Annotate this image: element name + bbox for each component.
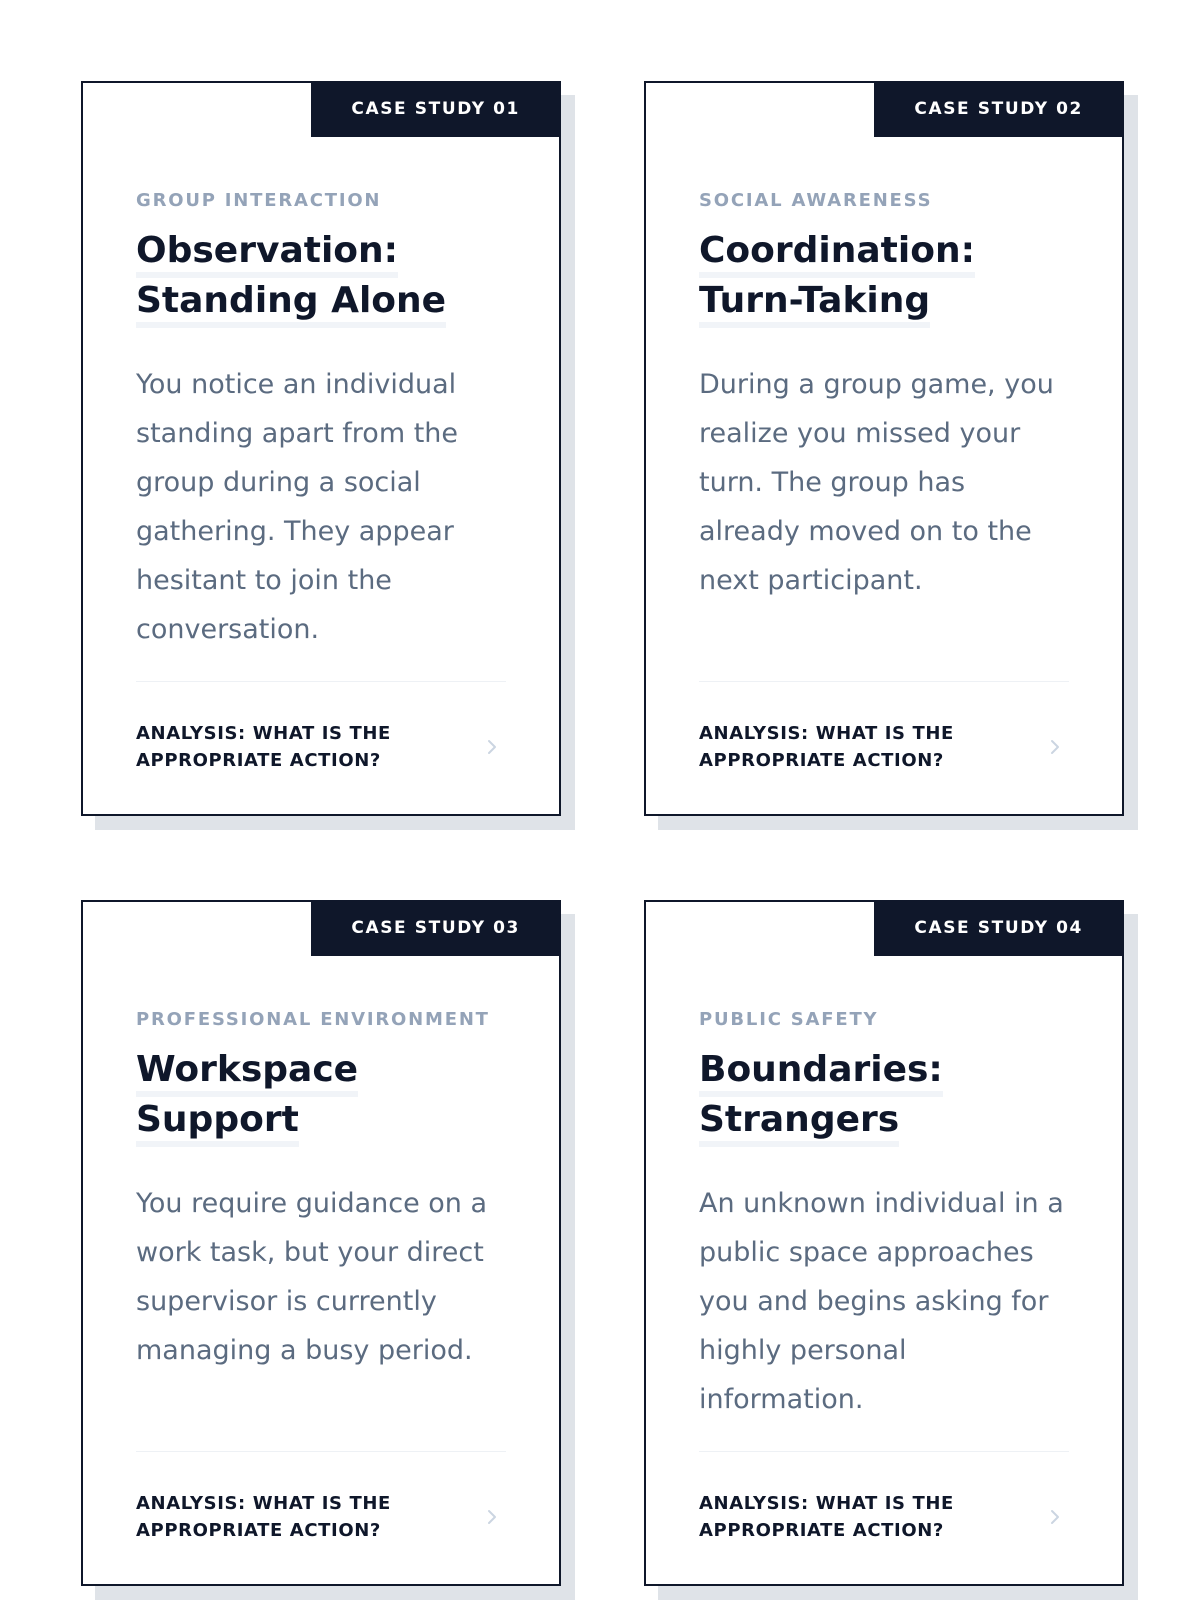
case-study-card[interactable] bbox=[81, 900, 561, 1586]
card-category: PROFESSIONAL ENVIRONMENT bbox=[136, 1009, 490, 1030]
card-title-line-2: Strangers bbox=[699, 1099, 899, 1147]
analysis-action-link[interactable] bbox=[699, 681, 1069, 774]
card-title bbox=[136, 226, 506, 326]
card-content bbox=[699, 188, 1069, 605]
analysis-action-label: ANALYSIS: WHAT IS THE APPROPRIATE ACTION? bbox=[136, 723, 391, 771]
analysis-action-label: ANALYSIS: WHAT IS THE APPROPRIATE ACTION? bbox=[699, 1493, 954, 1541]
chevron-right-icon bbox=[1045, 737, 1065, 757]
card-content bbox=[136, 1007, 506, 1375]
analysis-action-link[interactable] bbox=[136, 1451, 506, 1544]
card-description: An unknown individual in a public space approaches you and begins asking for highly personal information. bbox=[699, 1188, 1064, 1415]
card-title bbox=[699, 226, 1069, 326]
analysis-action-label: ANALYSIS: WHAT IS THE APPROPRIATE ACTION? bbox=[699, 723, 954, 771]
chevron-right-icon bbox=[482, 1507, 502, 1527]
card-title-line-1: Observation: bbox=[136, 230, 398, 278]
card-title-line-1: Coordination: bbox=[699, 230, 975, 278]
card-category: GROUP INTERACTION bbox=[136, 190, 382, 211]
card-content bbox=[699, 1007, 1069, 1424]
case-study-tag: CASE STUDY 04 bbox=[874, 900, 1124, 956]
card-description: You require guidance on a work task, but your direct supervisor is currently managing a busy period. bbox=[136, 1188, 488, 1366]
case-study-tag: CASE STUDY 03 bbox=[311, 900, 561, 956]
card-description: During a group game, you realize you missed your turn. The group has already moved on to the next participant. bbox=[699, 369, 1054, 596]
card-title-line-2: Support bbox=[136, 1099, 299, 1147]
card-description: You notice an individual standing apart from the group during a social gathering. They appear hesitant to join the conversation. bbox=[136, 369, 459, 645]
card-title bbox=[699, 1045, 1069, 1145]
card-category: PUBLIC SAFETY bbox=[699, 1009, 879, 1030]
case-study-tag: CASE STUDY 02 bbox=[874, 81, 1124, 137]
card-title-line-2: Turn-Taking bbox=[699, 280, 930, 328]
case-study-card[interactable] bbox=[644, 900, 1124, 1586]
analysis-action-link[interactable] bbox=[699, 1451, 1069, 1544]
analysis-action-label: ANALYSIS: WHAT IS THE APPROPRIATE ACTION? bbox=[136, 1493, 391, 1541]
card-title-line-2: Standing Alone bbox=[136, 280, 446, 328]
card-category: SOCIAL AWARENESS bbox=[699, 190, 933, 211]
chevron-right-icon bbox=[1045, 1507, 1065, 1527]
card-title-line-1: Workspace bbox=[136, 1049, 358, 1097]
analysis-action-link[interactable] bbox=[136, 681, 506, 774]
chevron-right-icon bbox=[482, 737, 502, 757]
case-study-card[interactable] bbox=[644, 81, 1124, 816]
case-study-card[interactable] bbox=[81, 81, 561, 816]
card-content bbox=[136, 188, 506, 654]
card-title bbox=[136, 1045, 506, 1145]
case-study-tag: CASE STUDY 01 bbox=[311, 81, 561, 137]
card-title-line-1: Boundaries: bbox=[699, 1049, 943, 1097]
